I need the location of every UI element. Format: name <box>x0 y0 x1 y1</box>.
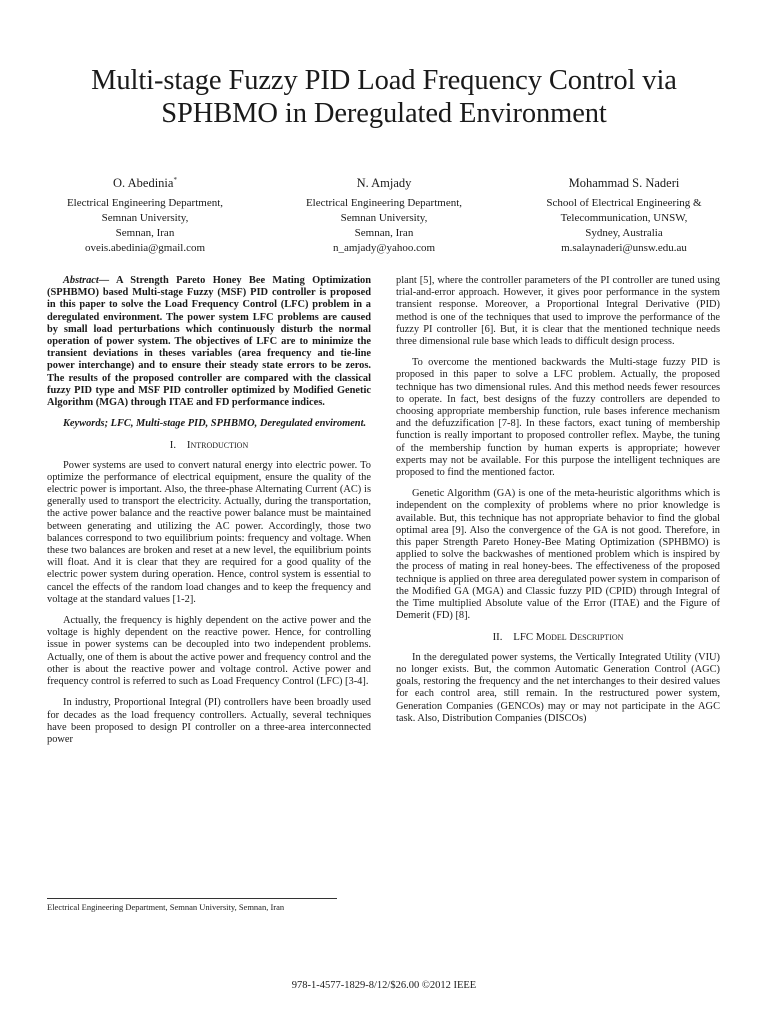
section-heading-lfc-model: II. LFC Model Description <box>492 631 624 644</box>
title-line-1: Multi-stage Fuzzy PID Load Frequency Control via <box>91 65 677 96</box>
body-paragraph: Actually, the frequency is highly dependent on the active power and the voltage is highly dependent on the reactive power. Hence, for controlling issue in power systems can be decoupled into two independent problems. Actually, one of them is about the active power and frequency control and the other is about the reactive power and voltage control. Active power and frequency control is referred to such as Load Frequency Control (LFC) [3-4]. <box>47 615 371 688</box>
right-column <box>396 275 720 734</box>
abstract-label: Abstract— <box>63 275 110 286</box>
keywords <box>47 418 371 430</box>
paper-title <box>30 64 738 130</box>
author-affiliation: Electrical Engineering Department, <box>66 197 224 209</box>
author-footnote-mark: * <box>173 175 177 184</box>
title-line-2: SPHBMO in Deregulated Environment <box>161 98 607 129</box>
footnote: Electrical Engineering Department, Semnan University, Semnan, Iran <box>47 902 285 912</box>
author-affiliation: Electrical Engineering Department, <box>305 197 463 209</box>
author-email: m.salaynaderi@unsw.edu.au <box>561 242 687 254</box>
abstract <box>47 275 371 409</box>
author-block-3 <box>504 176 744 256</box>
footnote-divider <box>47 898 337 899</box>
keywords-label: Keywords; <box>63 418 109 430</box>
body-paragraph: Genetic Algorithm (GA) is one of the meta-heuristic algorithms which is independent on the complexity of problems where no prior knowledge is available. But, this technique has not appropriate behavior to find the global optimal area [9]. Also the convergence of the GA is not good. Therefore, in this paper Strength Pareto Honey-Bee Mating Optimization (SPHBMO) is applied to solve the backwashes of mentioned problem which is inspired by the process of mating in real honey-bees. The effectiveness of the proposed technique is applied on three area deregulated power system in comparison of the Modified GA (MGA) and Classic fuzzy PID (CPID) through Integral of the Time multiplied Absolute value of the Error (ITAE) and the Figure of Demerit (FD) [8]. <box>396 488 720 622</box>
author-name: Mohammad S. Naderi <box>568 176 680 190</box>
author-location: Sydney, Australia <box>585 227 663 239</box>
abstract-text: A Strength Pareto Honey Bee Mating Optimization (SPHBMO) based Multi-stage Fuzzy (MSF) PID controller is proposed in this paper to solve the Load Frequency Control (LFC) problem in a deregulated environment. The power system LFC problems are caused by small load perturbations which continuously disturb the normal operation of power system. The objectives of LFC are to minimize the transient deviations in theses variables (area frequency and tie-line power interchange) and to ensure their steady state errors to be zeros. The results of the proposed controller are compared with the classical fuzzy PID type and MSF PID controller optimized by Modified Genetic Algorithm (MGA) through ITAE and FD performance indices. <box>47 275 371 409</box>
author-affiliation: Semnan University, <box>101 212 189 224</box>
body-paragraph: In industry, Proportional Integral (PI) controllers have been broadly used for decades as the load frequency controllers. Actually, several techniques have been proposed to design PI controller on a three-area interconnected power <box>47 697 371 745</box>
author-affiliation: School of Electrical Engineering & <box>546 197 702 209</box>
author-name: N. Amjady <box>356 176 412 190</box>
author-email: n_amjady@yahoo.com <box>332 242 436 254</box>
body-paragraph: To overcome the mentioned backwards the Multi-stage fuzzy PID is proposed in this paper to solve a LFC problem. Actually, the proposed technique has two dimensional rules. And this method needs fewer resources to operate. In fact, best designs of the fuzzy controllers are depended to choosing appropriate membership function, rule bases inference mechanism and the defuzzification [7-8]. In these factors, exact tuning of membership function is really important to proposed controller reflex. Maybe, the tuning of the membership function by human experts is appropriate; however experts may not be available. For this purpose the intelligent techniques are proposed to find the mentioned factor. <box>396 357 720 479</box>
body-paragraph: plant [5], where the controller parameters of the PI controller are tuned using trial-and-error approach. However, it gives poor performance in the system transient response. Moreover, a Proportional Integral Derivative (PID) method is one of the techniques that used to improve the performance of the fuzzy PI controller [6]. But, it is clear that the mentioned technique needs three dimensional rule base which leads to difficult design process. <box>396 275 720 348</box>
keywords-text: LFC, Multi-stage PID, SPHBMO, Deregulated enviroment. <box>108 418 367 430</box>
author-block-1 <box>25 176 265 256</box>
section-heading-introduction: I. Introduction <box>169 439 249 452</box>
author-email: oveis.abedinia@gmail.com <box>84 242 206 254</box>
author-location: Semnan, Iran <box>354 227 414 239</box>
author-name: O. Abedinia* <box>113 175 177 190</box>
author-block-2 <box>264 176 504 256</box>
copyright-footer: 978-1-4577-1829-8/12/$26.00 ©2012 IEEE <box>291 980 477 991</box>
left-column <box>47 275 371 755</box>
body-paragraph: In the deregulated power systems, the Vertically Integrated Utility (VIU) no longer exists. But, the common Automatic Generation Control (AGC) goals, restoring the frequency and the net interchanges to their desired values for each control area, still remain. In the restructured power system, Generation Companies (GENCOs) may or may not participate in the AGC task. Also, Distribution Companies (DISCOs) <box>396 651 720 724</box>
author-location: Semnan, Iran <box>115 227 175 239</box>
author-affiliation: Telecommunication, UNSW, <box>560 212 688 224</box>
body-paragraph: Power systems are used to convert natural energy into electric power. To optimize the performance of electrical equipment, ensure the quality of the electric power is important. Also, the three-phase Alternating Current (AC) is generally used to transport the electricity. Actually, during the transportation, the active power balance and the reactive power balance must be maintained between generating and utilizing the AC power. Accordingly, those two balances correspond to two equilibrium points: frequency and voltage. When these two balances are broken and reset at a new level, the equilibrium points will float. And it is clear that they are required for a good quality of the electric power system during operation. Hence, control system is essential to cancel the effects of the random load changes and to keep the frequency and voltage at the standard values [1-2]. <box>47 459 371 605</box>
author-affiliation: Semnan University, <box>340 212 428 224</box>
